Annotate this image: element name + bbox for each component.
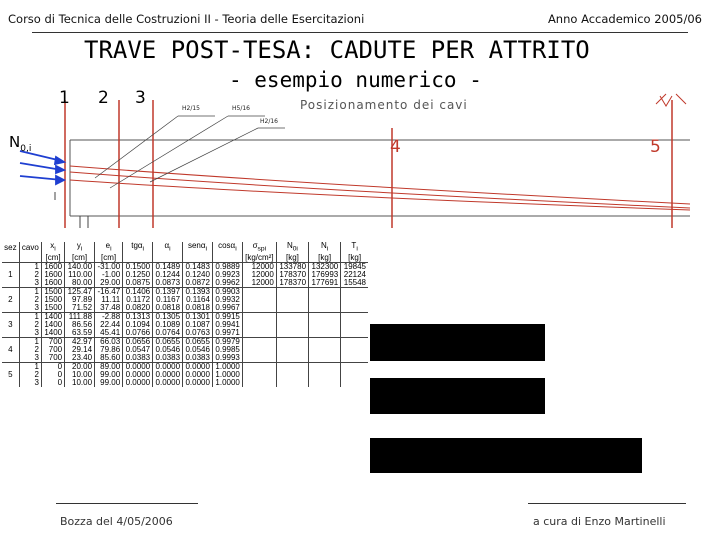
- header-cell: $T_i$: [341, 242, 368, 254]
- table-cell: 20.00: [65, 362, 95, 371]
- table-cell: 0.1305: [153, 312, 183, 321]
- cable-1: [70, 166, 690, 204]
- table-cell: [309, 296, 341, 304]
- position-label: Posizionamento dei cavi: [300, 98, 468, 112]
- table-cell: [242, 337, 276, 346]
- leader-line-3: [150, 128, 258, 182]
- table-cell: 0.0000: [183, 371, 213, 379]
- table-cell: -1.00: [95, 271, 123, 279]
- table-cell: [341, 354, 368, 363]
- table-cell: 19845: [341, 262, 368, 271]
- table-cell: 85.60: [95, 354, 123, 363]
- table-cell: 71.52: [65, 304, 95, 313]
- table-cell: 86.56: [65, 321, 95, 329]
- table-cell: 0.0000: [123, 379, 153, 387]
- table-cell: 700: [41, 346, 64, 354]
- table-cell: 0: [41, 371, 64, 379]
- redacted-block: [370, 438, 642, 473]
- table-cell: 0.1167: [153, 296, 183, 304]
- table-cell: 0.1406: [123, 287, 153, 296]
- table-cell: [341, 329, 368, 338]
- table-cell: 3: [19, 329, 41, 338]
- table-cell: 0.9979: [212, 337, 242, 346]
- table-cell: 0.9941: [212, 321, 242, 329]
- table-cell: [341, 371, 368, 379]
- table-cell: [276, 321, 308, 329]
- table-cell: 1500: [41, 304, 64, 313]
- table-units-row: [2, 254, 368, 263]
- support-icon: [656, 94, 686, 106]
- unit-cell: [cm]: [95, 254, 123, 263]
- table-cell: 15548: [341, 279, 368, 288]
- table-cell: [309, 329, 341, 338]
- table-cell: 1: [19, 312, 41, 321]
- table-cell: 2: [8, 294, 13, 304]
- table-cell: 0.0818: [153, 304, 183, 313]
- table-cell: 0.0000: [153, 362, 183, 371]
- table-cell: [242, 329, 276, 338]
- table-cell: [341, 287, 368, 296]
- table-cell: [341, 304, 368, 313]
- data-table: [2, 242, 368, 387]
- table-cell: 0: [41, 362, 64, 371]
- table-cell: 1500: [41, 287, 64, 296]
- table-cell: 1600: [41, 262, 64, 271]
- table-cell: 178370: [276, 271, 308, 279]
- table-cell: 0.0655: [183, 337, 213, 346]
- table-cell: [276, 362, 308, 371]
- table-cell: [309, 321, 341, 329]
- table-cell: 99.00: [95, 379, 123, 387]
- table-cell: 1600: [41, 271, 64, 279]
- table-cell: [309, 362, 341, 371]
- table-cell: 1: [19, 287, 41, 296]
- table-cell: 0.9923: [212, 271, 242, 279]
- table-cell: 0.0872: [183, 279, 213, 288]
- table-cell: 22124: [341, 271, 368, 279]
- table-cell: 3: [8, 319, 13, 329]
- section-number-5: 5: [650, 137, 661, 157]
- table-cell: 0.0000: [153, 379, 183, 387]
- header-cell: $N_{0i}$: [276, 242, 308, 254]
- table-cell: 0.9993: [212, 354, 242, 363]
- section-number-4: 4: [390, 137, 401, 157]
- table-cell: 111.88: [65, 312, 95, 321]
- course-header: Corso di Tecnica delle Costruzioni II - Teoria delle Esercitazioni: [8, 12, 365, 26]
- leader-line-1: [95, 116, 178, 178]
- header-cell: sez: [4, 242, 17, 252]
- table-row: [2, 329, 368, 338]
- table-cell: [276, 312, 308, 321]
- table-cell: 1400: [41, 329, 64, 338]
- table-cell: 80.00: [65, 279, 95, 288]
- table-cell: 0.0383: [123, 354, 153, 363]
- table-cell: 0.9985: [212, 346, 242, 354]
- beam-diagram: [0, 88, 720, 248]
- table-cell: 1400: [41, 312, 64, 321]
- table-cell: 0.0383: [183, 354, 213, 363]
- table-cell: 0.0656: [123, 337, 153, 346]
- table-body: [2, 262, 368, 387]
- table-cell: 176993: [309, 271, 341, 279]
- table-cell: 0.1240: [183, 271, 213, 279]
- footer-date: Bozza del 4/05/2006: [60, 515, 173, 528]
- table-cell: [242, 296, 276, 304]
- table-cell: 0.0655: [153, 337, 183, 346]
- table-cell: 110.00: [65, 271, 95, 279]
- table-cell: 0.0818: [183, 304, 213, 313]
- table-cell: [242, 304, 276, 313]
- table-cell: [309, 337, 341, 346]
- table-cell: 0.1489: [153, 262, 183, 271]
- table-cell: 89.00: [95, 362, 123, 371]
- header-cell: $\sigma_{spi}$: [242, 242, 276, 254]
- unit-cell: [kg]: [309, 254, 341, 263]
- table-cell: [242, 287, 276, 296]
- table-cell: [309, 354, 341, 363]
- table-cell: 10.00: [65, 371, 95, 379]
- table-cell: 42.97: [65, 337, 95, 346]
- table-cell: 2: [19, 271, 41, 279]
- table-cell: 1: [19, 362, 41, 371]
- footer-rule-left: [56, 503, 198, 504]
- small-label-3: H2/16: [260, 118, 278, 125]
- table-cell: 2: [19, 346, 41, 354]
- table-cell: 3: [19, 304, 41, 313]
- table-cell: 0.0000: [183, 362, 213, 371]
- table-row: [2, 354, 368, 363]
- table-cell: 0.0764: [153, 329, 183, 338]
- table-cell: 0: [41, 379, 64, 387]
- table-cell: 0.1313: [123, 312, 153, 321]
- table-cell: [242, 321, 276, 329]
- table-cell: [309, 304, 341, 313]
- table-header-row: [2, 242, 368, 254]
- table-cell: [309, 312, 341, 321]
- table-cell: 0.9915: [212, 312, 242, 321]
- unit-cell: [cm]: [65, 254, 95, 263]
- table-cell: 0.9932: [212, 296, 242, 304]
- table-cell: [242, 346, 276, 354]
- table-row: [2, 379, 368, 387]
- header-cell: tgα$_i$: [123, 242, 153, 254]
- table-cell: 0.1094: [123, 321, 153, 329]
- table-cell: 1: [8, 269, 13, 279]
- table-cell: 1.0000: [212, 379, 242, 387]
- table-cell: [309, 371, 341, 379]
- table-cell: 0.9967: [212, 304, 242, 313]
- header-cell: cosα$_i$: [212, 242, 242, 254]
- table-cell: [276, 354, 308, 363]
- table-cell: 37.48: [95, 304, 123, 313]
- header-cell: $e_i$: [95, 242, 123, 254]
- unit-cell: [kg]: [276, 254, 308, 263]
- unit-cell: [cm]: [41, 254, 64, 263]
- small-label-2: H5/16: [232, 105, 250, 112]
- table-cell: 11.11: [95, 296, 123, 304]
- small-label-1: H2/15: [182, 105, 200, 112]
- table-cell: [309, 287, 341, 296]
- table-cell: 0.0546: [183, 346, 213, 354]
- table-cell: 0.0820: [123, 304, 153, 313]
- header-cell: $N_i$: [309, 242, 341, 254]
- table-cell: 63.59: [65, 329, 95, 338]
- data-table-wrapper: [2, 242, 368, 494]
- table-cell: 79.86: [95, 346, 123, 354]
- redacted-block: [370, 324, 545, 361]
- unit-cell: [183, 254, 213, 263]
- table-cell: [276, 346, 308, 354]
- header-cell: senα$_i$: [183, 242, 213, 254]
- table-cell: [276, 329, 308, 338]
- table-cell: 0.1397: [153, 287, 183, 296]
- table-cell: [341, 312, 368, 321]
- table-cell: 0.0873: [153, 279, 183, 288]
- header-cell: $y_i$: [65, 242, 95, 254]
- table-cell: 0.9903: [212, 287, 242, 296]
- unit-cell: [123, 254, 153, 263]
- table-cell: 0.1250: [123, 271, 153, 279]
- force-arrows-icon: [20, 151, 64, 184]
- page-title: TRAVE POST-TESA: CADUTE PER ATTRITO: [84, 36, 590, 64]
- table-cell: [2, 279, 19, 288]
- table-cell: [276, 304, 308, 313]
- table-cell: 2: [19, 296, 41, 304]
- table-cell: 178370: [276, 279, 308, 288]
- table-cell: [341, 346, 368, 354]
- table-cell: [276, 287, 308, 296]
- table-cell: 3: [19, 354, 41, 363]
- unit-cell: [kg/cm²]: [242, 254, 276, 263]
- table-cell: 700: [41, 337, 64, 346]
- unit-cell: [212, 254, 242, 263]
- header-cell: cavo: [19, 242, 41, 254]
- table-cell: 45.41: [95, 329, 123, 338]
- table-cell: [2, 329, 19, 338]
- table-cell: 29.00: [95, 279, 123, 288]
- table-cell: 3: [19, 279, 41, 288]
- table-cell: 4: [8, 344, 13, 354]
- table-cell: 0.9962: [212, 279, 242, 288]
- table-cell: 0.0000: [123, 362, 153, 371]
- header-cell: $\alpha_i$: [153, 242, 183, 254]
- table-cell: 0.1172: [123, 296, 153, 304]
- table-cell: 700: [41, 354, 64, 363]
- table-cell: 0.1244: [153, 271, 183, 279]
- table-cell: 0.1301: [183, 312, 213, 321]
- table-cell: [309, 346, 341, 354]
- unit-cell: [kg]: [341, 254, 368, 263]
- table-cell: 12000: [242, 271, 276, 279]
- table-cell: 0.1483: [183, 262, 213, 271]
- table-cell: 0.1089: [153, 321, 183, 329]
- table-cell: 97.89: [65, 296, 95, 304]
- unit-cell: [19, 254, 41, 263]
- unit-cell: [153, 254, 183, 263]
- table-cell: [242, 362, 276, 371]
- table-cell: [341, 337, 368, 346]
- table-cell: [242, 354, 276, 363]
- table-cell: [2, 304, 19, 313]
- table-cell: [276, 379, 308, 387]
- table-cell: 0.0000: [183, 379, 213, 387]
- force-label: $N_{0,i}$: [9, 133, 32, 154]
- table-cell: [341, 379, 368, 387]
- table-cell: 1500: [41, 296, 64, 304]
- footer-author: a cura di Enzo Martinelli: [533, 515, 666, 528]
- table-cell: 5: [8, 369, 13, 379]
- table-cell: 1400: [41, 321, 64, 329]
- table-cell: 0.1087: [183, 321, 213, 329]
- table-cell: -16.47: [95, 287, 123, 296]
- table-cell: 1: [19, 337, 41, 346]
- table-cell: 0.9971: [212, 329, 242, 338]
- table-cell: 0.0875: [123, 279, 153, 288]
- table-cell: 0.0547: [123, 346, 153, 354]
- table-cell: 0.0766: [123, 329, 153, 338]
- table-cell: 10.00: [65, 379, 95, 387]
- table-cell: 0.1393: [183, 287, 213, 296]
- table-cell: 0.9889: [212, 262, 242, 271]
- table-cell: [309, 379, 341, 387]
- table-cell: -31.00: [95, 262, 123, 271]
- table-cell: [276, 296, 308, 304]
- table-cell: 3: [19, 379, 41, 387]
- table-cell: 1.0000: [212, 362, 242, 371]
- table-row: [2, 304, 368, 313]
- table-cell: [2, 379, 19, 387]
- unit-cell: [2, 254, 19, 263]
- table-cell: 0.0000: [123, 371, 153, 379]
- table-cell: 1: [19, 262, 41, 271]
- table-cell: 12000: [242, 279, 276, 288]
- table-row: [2, 279, 368, 288]
- table-cell: -2.88: [95, 312, 123, 321]
- table-cell: 140.00: [65, 262, 95, 271]
- table-cell: [242, 312, 276, 321]
- academic-year: Anno Accademico 2005/06: [547, 12, 702, 26]
- table-cell: [341, 362, 368, 371]
- table-cell: [242, 371, 276, 379]
- cable-number-2: 2: [98, 88, 109, 108]
- table-cell: 66.03: [95, 337, 123, 346]
- table-cell: 0.0763: [183, 329, 213, 338]
- table-cell: 0.0383: [153, 354, 183, 363]
- table-cell: 0.1164: [183, 296, 213, 304]
- table-cell: 23.40: [65, 354, 95, 363]
- table-cell: [341, 296, 368, 304]
- table-cell: 133780: [276, 262, 308, 271]
- header-cell: $x_i$: [41, 242, 64, 254]
- table-cell: 12000: [242, 262, 276, 271]
- table-cell: [242, 379, 276, 387]
- table-cell: [2, 354, 19, 363]
- footer-rule-right: [528, 503, 686, 504]
- header-rule: [32, 32, 688, 33]
- cable-3: [70, 180, 690, 210]
- table-cell: 1600: [41, 279, 64, 288]
- table-cell: 99.00: [95, 371, 123, 379]
- table-cell: 1.0000: [212, 371, 242, 379]
- table-cell: [276, 337, 308, 346]
- table-cell: 0.1500: [123, 262, 153, 271]
- cable-number-3: 3: [135, 88, 146, 108]
- cable-2: [70, 172, 690, 208]
- cable-number-1: 1: [59, 88, 70, 108]
- table-cell: [341, 321, 368, 329]
- table-cell: 0.0000: [153, 371, 183, 379]
- table-cell: 29.14: [65, 346, 95, 354]
- table-cell: 2: [19, 371, 41, 379]
- page-subtitle: - esempio numerico -: [229, 68, 482, 92]
- table-cell: 132300: [309, 262, 341, 271]
- table-cell: 2: [19, 321, 41, 329]
- table-cell: [276, 371, 308, 379]
- table-cell: 0.0546: [153, 346, 183, 354]
- redacted-block: [370, 378, 545, 414]
- table-cell: 177691: [309, 279, 341, 288]
- table-cell: 22.44: [95, 321, 123, 329]
- table-cell: 125.47: [65, 287, 95, 296]
